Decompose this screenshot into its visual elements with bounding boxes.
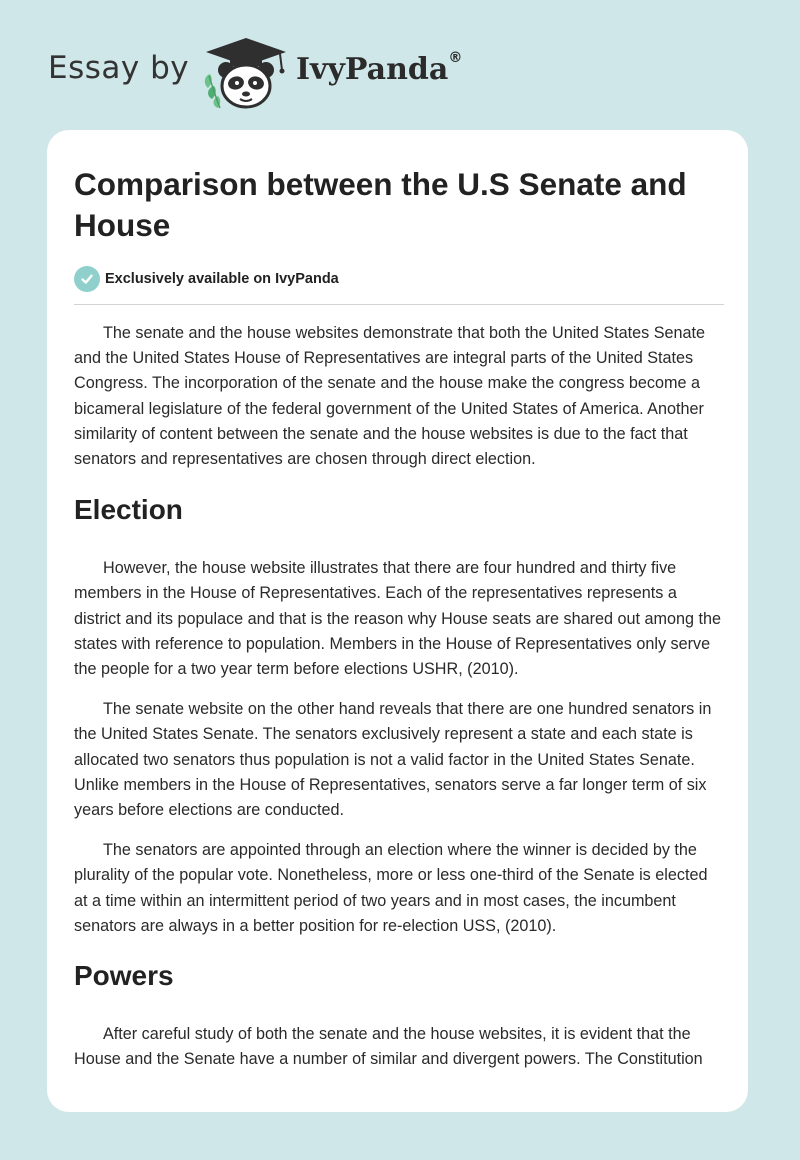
essay-by-label: Essay by: [48, 50, 190, 86]
brand-text: IvyPanda: [296, 52, 449, 87]
exclusive-badge: [74, 265, 724, 293]
heading-powers: Powers: [74, 960, 174, 992]
title-divider: [74, 304, 724, 305]
exclusive-badge-text: Exclusively available on IvyPanda: [105, 271, 339, 287]
heading-election: Election: [74, 494, 183, 526]
paragraph-election-3: The senators are appointed through an election where the winner is decided by the plurality of the popular vote. Nonetheless, more or less one-third of the Senate is elected at a time within an intermittent period of two years and in most cases, the incumbent senators are always in a better position for re-election USS, (2010).: [74, 841, 708, 935]
essay-card: [47, 130, 748, 1112]
panda-graduate-logo-icon[interactable]: [200, 36, 292, 110]
paragraph-intro: The senate and the house websites demonstrate that both the United States Senate and the United States House of Representatives are integral parts of the United States Congress. The incorporation of the senate and the house make the congress become a bicameral legislature of the federal government of the United States of America. Another similarity of content between the senate and the house websites is due to the fact that senators and representatives are chosen through direct election.: [74, 324, 706, 469]
paragraph-election-2: The senate website on the other hand reveals that there are one hundred senators in the United States Senate. The senators exclusively represent a state and each state is allocated two senators thus population is not a valid factor in the United States Senate. Unlike members in the House of Representatives, senators serve a far longer term of six years before elections are conducted.: [74, 700, 712, 820]
site-header: [0, 0, 800, 130]
paragraph-powers-1: After careful study of both the senate and the house websites, it is evident that the House and the Senate have a number of similar and divergent powers. The Constitution: [74, 1025, 703, 1069]
page-title: Comparison between the U.S Senate and House: [74, 166, 687, 243]
brand-name[interactable]: [296, 52, 462, 87]
paragraph-election-1: However, the house website illustrates that there are four hundred and thirty five members in the House of Representatives. Each of the representatives represents a district and its populace and that is the reason why House seats are shared out among the states with reference to population. Members in the House of Representatives only serve the people for a two year term before elections USHR, (2010).: [74, 559, 721, 679]
check-circle-icon: [74, 266, 100, 292]
registered-mark: ®: [448, 50, 463, 66]
essay-content: [74, 164, 724, 1072]
